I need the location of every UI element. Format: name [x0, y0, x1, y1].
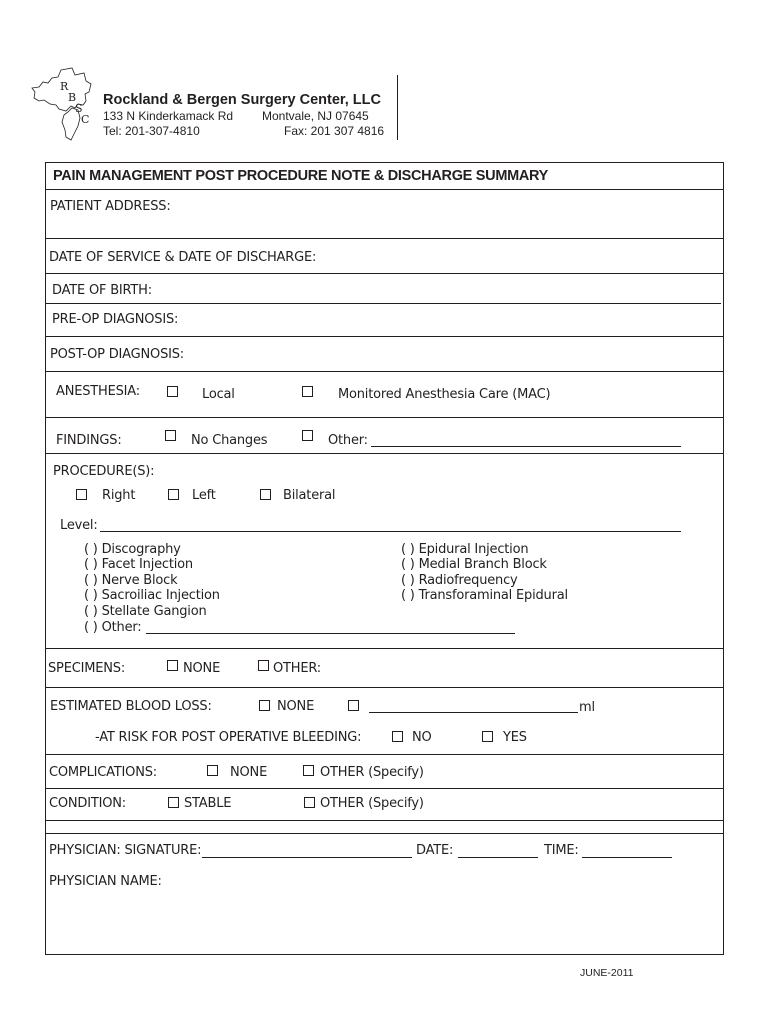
- divider: [45, 238, 724, 239]
- pre-op-diagnosis-label: PRE-OP DIAGNOSIS:: [52, 312, 179, 327]
- side-bilateral-label: Bilateral: [283, 488, 336, 503]
- side-left-label: Left: [192, 488, 216, 503]
- blood-loss-label: ESTIMATED BLOOD LOSS:: [50, 699, 212, 714]
- logo-letter-c: C: [81, 113, 90, 126]
- anesthesia-label: ANESTHESIA:: [56, 384, 140, 399]
- company-city: Montvale, NJ 07645: [262, 109, 369, 123]
- specimens-other-checkbox[interactable]: [258, 660, 269, 671]
- procedure-option-other[interactable]: ( ) Other:: [84, 620, 142, 635]
- findings-other-line[interactable]: [371, 446, 681, 447]
- divider: [45, 754, 724, 755]
- condition-other-checkbox[interactable]: [304, 797, 315, 808]
- blood-loss-none-checkbox[interactable]: [259, 700, 270, 711]
- procedure-option-epidural-injection[interactable]: ( ) Epidural Injection: [401, 542, 529, 557]
- revision-date: JUNE-2011: [580, 967, 634, 979]
- company-logo-map-icon: [28, 64, 106, 148]
- level-label: Level:: [60, 518, 98, 533]
- complications-label: COMPLICATIONS:: [49, 765, 157, 780]
- blood-loss-amount-checkbox[interactable]: [348, 700, 359, 711]
- findings-no-changes-label: No Changes: [191, 433, 268, 448]
- bleeding-risk-no-label: NO: [412, 730, 432, 745]
- divider: [45, 417, 724, 418]
- condition-other-label: OTHER (Specify): [320, 796, 424, 811]
- bleeding-risk-no-checkbox[interactable]: [392, 731, 403, 742]
- date-of-birth-label: DATE OF BIRTH:: [52, 283, 152, 298]
- anesthesia-local-checkbox[interactable]: [167, 386, 178, 397]
- divider: [45, 453, 724, 454]
- condition-stable-label: STABLE: [184, 796, 232, 811]
- form-title: PAIN MANAGEMENT POST PROCEDURE NOTE & DISCHARGE SUMMARY: [53, 168, 549, 184]
- physician-name-label: PHYSICIAN NAME:: [49, 874, 162, 889]
- procedure-option-transforaminal-epidural[interactable]: ( ) Transforaminal Epidural: [401, 588, 568, 603]
- company-street: 133 N Kinderkamack Rd: [103, 109, 234, 123]
- physician-signature-label: PHYSICIAN: SIGNATURE:: [49, 843, 202, 858]
- complications-other-label: OTHER (Specify): [320, 765, 424, 780]
- time-line[interactable]: [582, 857, 672, 858]
- anesthesia-mac-label: Monitored Anesthesia Care (MAC): [338, 387, 551, 402]
- date-label: DATE:: [416, 843, 454, 858]
- company-fax: Fax: 201 307 4816: [284, 124, 385, 138]
- procedure-option-sacroiliac-injection[interactable]: ( ) Sacroiliac Injection: [84, 588, 220, 603]
- divider: [45, 303, 721, 304]
- time-label: TIME:: [544, 843, 579, 858]
- findings-label: FINDINGS:: [56, 433, 122, 448]
- company-tel: Tel: 201-307-4810: [103, 124, 200, 138]
- findings-other-label: Other:: [328, 433, 368, 448]
- physician-signature-line[interactable]: [202, 857, 412, 858]
- blood-loss-none-label: NONE: [277, 699, 315, 714]
- specimens-label: SPECIMENS:: [48, 661, 126, 676]
- post-op-diagnosis-label: POST-OP DIAGNOSIS:: [50, 347, 184, 362]
- bleeding-risk-label: -AT RISK FOR POST OPERATIVE BLEEDING:: [95, 730, 362, 745]
- logo-letter-b: B: [68, 91, 77, 104]
- procedures-label: PROCEDURE(S):: [53, 464, 155, 479]
- company-name: Rockland & Bergen Surgery Center, LLC: [103, 92, 381, 108]
- condition-label: CONDITION:: [49, 796, 126, 811]
- bleeding-risk-yes-label: YES: [503, 730, 527, 745]
- divider: [45, 788, 724, 789]
- procedure-other-line[interactable]: [146, 633, 515, 634]
- divider: [45, 687, 724, 688]
- date-of-service-label: DATE OF SERVICE & DATE OF DISCHARGE:: [49, 250, 317, 265]
- procedure-option-stellate-gangion[interactable]: ( ) Stellate Gangion: [84, 604, 207, 619]
- logo-letter-s: S: [75, 102, 83, 115]
- side-left-checkbox[interactable]: [168, 489, 179, 500]
- specimens-none-checkbox[interactable]: [167, 660, 178, 671]
- side-right-label: Right: [102, 488, 136, 503]
- procedure-option-discography[interactable]: ( ) Discography: [84, 542, 181, 557]
- findings-other-checkbox[interactable]: [302, 430, 313, 441]
- side-right-checkbox[interactable]: [76, 489, 87, 500]
- date-line[interactable]: [458, 857, 538, 858]
- divider: [45, 273, 724, 274]
- anesthesia-local-label: Local: [202, 387, 235, 402]
- divider: [45, 336, 724, 337]
- level-line[interactable]: [100, 531, 681, 532]
- findings-no-changes-checkbox[interactable]: [165, 430, 176, 441]
- specimens-none-label: NONE: [183, 661, 221, 676]
- blood-loss-unit: ml: [579, 700, 595, 715]
- condition-stable-checkbox[interactable]: [168, 797, 179, 808]
- anesthesia-mac-checkbox[interactable]: [302, 386, 313, 397]
- blood-loss-amount-line[interactable]: [369, 712, 578, 713]
- divider: [45, 833, 724, 834]
- procedure-option-radiofrequency[interactable]: ( ) Radiofrequency: [401, 573, 518, 588]
- divider: [45, 189, 724, 190]
- bleeding-risk-yes-checkbox[interactable]: [482, 731, 493, 742]
- complications-other-checkbox[interactable]: [303, 765, 314, 776]
- divider: [45, 648, 724, 649]
- side-bilateral-checkbox[interactable]: [260, 489, 271, 500]
- procedure-option-facet-injection[interactable]: ( ) Facet Injection: [84, 557, 193, 572]
- complications-none-checkbox[interactable]: [207, 765, 218, 776]
- complications-none-label: NONE: [230, 765, 268, 780]
- procedure-option-medial-branch-block[interactable]: ( ) Medial Branch Block: [401, 557, 547, 572]
- procedure-option-nerve-block[interactable]: ( ) Nerve Block: [84, 573, 178, 588]
- divider: [45, 371, 724, 372]
- logo-letter-r: R: [60, 80, 69, 93]
- patient-address-label: PATIENT ADDRESS:: [50, 199, 171, 214]
- specimens-other-label: OTHER:: [273, 661, 321, 676]
- divider: [45, 820, 724, 821]
- letterhead-divider: [397, 75, 398, 140]
